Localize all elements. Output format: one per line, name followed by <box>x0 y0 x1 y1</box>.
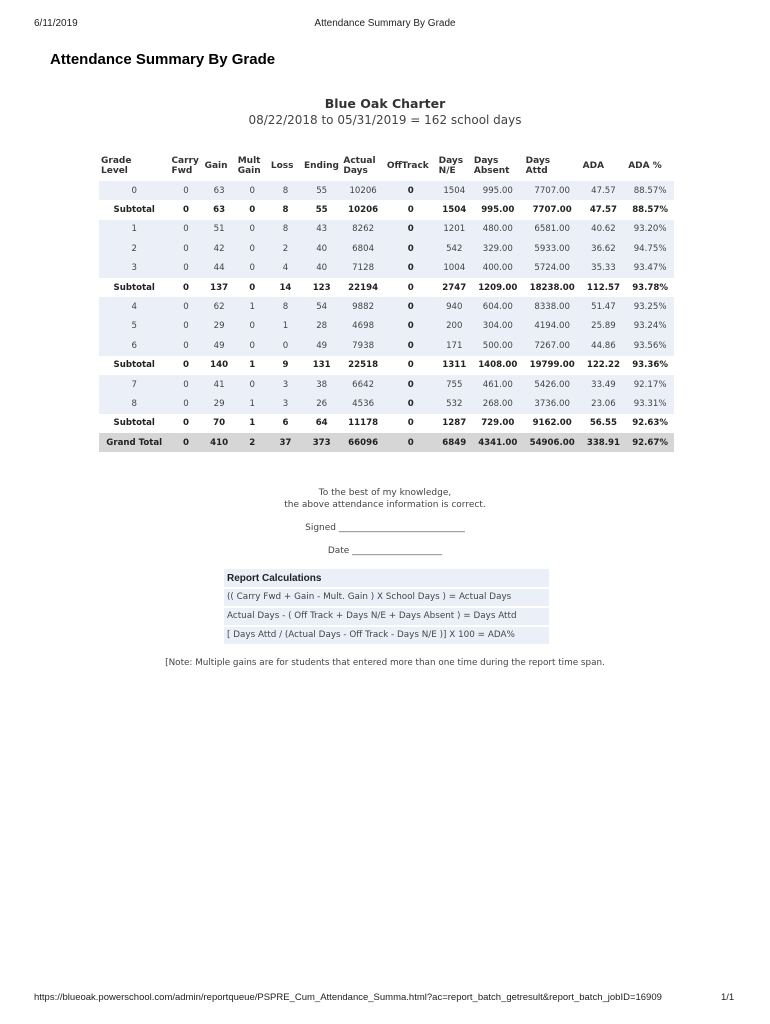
table-cell: 0 <box>249 205 256 216</box>
table-cell: 0 <box>407 360 414 371</box>
table-cell: 26 <box>316 398 328 409</box>
table-cell: 0 <box>183 282 189 293</box>
table-cell: 3 <box>282 398 289 409</box>
table-row <box>99 181 674 200</box>
table-cell: 329.00 <box>482 243 513 254</box>
table-cell: 7707.00 <box>532 205 572 216</box>
table-cell: 2 <box>131 243 137 254</box>
table-cell: 0 <box>183 379 189 390</box>
column-header <box>99 151 169 181</box>
table-cell: 0 <box>249 340 256 351</box>
table-cell: 1 <box>249 398 256 409</box>
table-cell: 0 <box>183 418 189 429</box>
table-cell: 373 <box>312 437 331 448</box>
table-cell: 4 <box>131 302 137 313</box>
table-cell: 40 <box>316 263 328 274</box>
column-header-line: Actual <box>343 156 376 166</box>
table-cell: 66096 <box>348 437 379 448</box>
table-cell: 7707.00 <box>534 185 570 196</box>
table-row <box>99 239 674 258</box>
table-cell: 1504 <box>443 185 466 196</box>
table-cell: 7267.00 <box>534 340 570 351</box>
table-cell: 11178 <box>348 418 379 429</box>
table-cell: 8 <box>282 185 289 196</box>
table-cell: 995.00 <box>481 205 515 216</box>
table-cell: 8 <box>282 224 289 235</box>
table-cell: 63 <box>213 205 226 216</box>
table-cell: 33.49 <box>591 379 616 390</box>
table-cell: 29 <box>213 398 225 409</box>
table-cell: 49 <box>213 340 225 351</box>
table-cell: 28 <box>316 321 328 332</box>
table-cell: 93.24% <box>633 321 667 332</box>
column-header <box>472 151 524 181</box>
table-cell: 1287 <box>442 418 467 429</box>
table-cell: 47.57 <box>591 185 616 196</box>
column-header-line: OffTrack <box>386 161 429 171</box>
calculation-formula: (( Carry Fwd + Gain - Mult. Gain ) X School Days ) = Actual Days <box>224 589 549 606</box>
table-cell: 56.55 <box>589 418 618 429</box>
table-cell: 14 <box>279 282 292 293</box>
table-cell: 532 <box>446 398 463 409</box>
column-header-line: Ending <box>304 161 339 171</box>
table-cell: 93.20% <box>633 224 667 235</box>
table-cell: 0 <box>407 185 414 196</box>
table-cell: 0 <box>407 418 414 429</box>
report-calculations <box>224 569 549 646</box>
table-cell: 5 <box>131 321 137 332</box>
grand-total-row <box>99 433 674 452</box>
table-cell: 54 <box>316 302 328 313</box>
column-header-line: Attd <box>525 166 548 176</box>
column-header-line: Grade <box>101 156 132 166</box>
table-cell: 44 <box>213 263 225 274</box>
print-date: 6/11/2019 <box>34 18 78 29</box>
table-cell: 4341.00 <box>478 437 518 448</box>
table-cell: 1311 <box>442 360 467 371</box>
column-header <box>236 151 269 181</box>
table-cell: 604.00 <box>482 302 513 313</box>
subtotal-row <box>99 356 674 375</box>
table-cell: 0 <box>183 243 189 254</box>
table-cell: 268.00 <box>482 398 513 409</box>
table-cell: Subtotal <box>113 205 155 216</box>
table-cell: 8 <box>131 398 137 409</box>
table-cell: 0 <box>282 340 289 351</box>
table-cell: 729.00 <box>481 418 515 429</box>
table-cell: 0 <box>407 224 414 235</box>
column-header <box>626 151 674 181</box>
table-cell: 6804 <box>352 243 375 254</box>
table-cell: 51 <box>213 224 225 235</box>
table-cell: 0 <box>183 185 189 196</box>
table-cell: 88.57% <box>633 185 667 196</box>
column-header <box>437 151 472 181</box>
table-cell: 0 <box>249 224 256 235</box>
column-header-line: Level <box>101 166 128 176</box>
table-cell: 0 <box>249 243 256 254</box>
table-cell: 92.67% <box>632 437 668 448</box>
table-cell: 37 <box>279 437 292 448</box>
table-cell: 6849 <box>442 437 467 448</box>
table-cell: 8 <box>282 205 289 216</box>
table-row <box>99 317 674 336</box>
table-cell: 55 <box>316 185 328 196</box>
table-cell: 0 <box>183 360 189 371</box>
table-cell: 7 <box>131 379 137 390</box>
column-header-line: Days <box>438 156 464 166</box>
table-cell: 1 <box>249 360 256 371</box>
table-cell: 0 <box>183 321 189 332</box>
table-cell: 43 <box>316 224 328 235</box>
table-cell: 0 <box>407 437 414 448</box>
table-cell: 93.25% <box>633 302 667 313</box>
table-cell: 0 <box>407 263 414 274</box>
table-cell: 1 <box>249 302 256 313</box>
table-cell: 8262 <box>352 224 375 235</box>
table-header-row <box>99 151 674 181</box>
table-cell: 131 <box>312 360 331 371</box>
table-row <box>99 394 674 413</box>
column-header-line: ADA <box>582 161 605 171</box>
table-cell: 22194 <box>348 282 379 293</box>
table-cell: Subtotal <box>113 418 155 429</box>
column-header-line: ADA % <box>628 161 662 171</box>
table-cell: 7938 <box>352 340 375 351</box>
table-cell: 88.57% <box>632 205 668 216</box>
table-cell: 755 <box>446 379 463 390</box>
table-cell: 3 <box>282 379 289 390</box>
table-cell: 25.89 <box>591 321 616 332</box>
table-cell: 9 <box>282 360 289 371</box>
table-cell: 10206 <box>349 185 377 196</box>
column-header-line: Days <box>473 156 499 166</box>
table-cell: 47.57 <box>589 205 618 216</box>
calculation-formula: Actual Days - ( Off Track + Days N/E + Days Absent ) = Days Attd <box>224 608 549 625</box>
table-cell: 1504 <box>442 205 467 216</box>
table-cell: 2 <box>282 243 289 254</box>
table-cell: 22518 <box>348 360 379 371</box>
table-cell: 3736.00 <box>534 398 570 409</box>
table-cell: 995.00 <box>482 185 513 196</box>
table-cell: 0 <box>183 398 189 409</box>
table-cell: 122.22 <box>586 360 621 371</box>
column-header <box>581 151 627 181</box>
table-row <box>99 336 674 355</box>
table-cell: 0 <box>249 185 256 196</box>
table-cell: 140 <box>210 360 229 371</box>
date-line: Date ____________________ <box>327 546 443 556</box>
column-header-line: Gain <box>204 161 228 171</box>
table-cell: 40 <box>316 243 328 254</box>
table-cell: 41 <box>213 379 225 390</box>
column-header <box>524 151 581 181</box>
table-cell: 0 <box>407 321 414 332</box>
table-cell: 0 <box>407 282 414 293</box>
table-row <box>99 375 674 394</box>
table-cell: 1209.00 <box>478 282 518 293</box>
table-cell: 0 <box>131 185 137 196</box>
print-header-title: Attendance Summary By Grade <box>314 18 456 29</box>
table-cell: 9882 <box>352 302 375 313</box>
footer-url: https://blueoak.powerschool.com/admin/reportqueue/PSPRE_Cum_Attendance_Summa.html?ac=report_batch_getresult&report_batch_jobID=16909 <box>34 992 662 1003</box>
table-cell: 137 <box>210 282 229 293</box>
table-row <box>99 220 674 239</box>
table-cell: 23.06 <box>591 398 616 409</box>
table-cell: 2747 <box>442 282 467 293</box>
table-cell: 0 <box>249 379 256 390</box>
table-cell: 40.62 <box>591 224 616 235</box>
table-cell: 9162.00 <box>532 418 572 429</box>
table-cell: 410 <box>210 437 229 448</box>
table-cell: 5724.00 <box>534 263 570 274</box>
column-header-line: N/E <box>438 166 456 176</box>
attendance-table <box>99 151 674 452</box>
table-cell: 940 <box>446 302 463 313</box>
table-cell: 1 <box>282 321 289 332</box>
table-cell: 461.00 <box>482 379 513 390</box>
table-cell: 1 <box>249 418 256 429</box>
table-cell: 49 <box>316 340 328 351</box>
table-cell: 70 <box>213 418 226 429</box>
table-cell: 0 <box>183 205 189 216</box>
calculation-formula: [ Days Attd / (Actual Days - Off Track - Days N/E )] X 100 = ADA% <box>224 627 549 644</box>
table-cell: 54906.00 <box>529 437 575 448</box>
table-cell: 338.91 <box>586 437 621 448</box>
table-cell: 0 <box>183 437 189 448</box>
column-header-line: Days <box>525 156 551 166</box>
table-cell: 1201 <box>443 224 466 235</box>
certification-line-1: To the best of my knowledge, <box>318 488 452 498</box>
school-name: Blue Oak Charter <box>324 96 446 111</box>
table-cell: 4 <box>282 263 289 274</box>
table-cell: 55 <box>315 205 328 216</box>
table-cell: 4194.00 <box>534 321 570 332</box>
table-cell: 93.78% <box>632 282 668 293</box>
column-header <box>302 151 341 181</box>
table-cell: Subtotal <box>113 282 155 293</box>
table-cell: 36.62 <box>591 243 616 254</box>
table-cell: 10206 <box>348 205 379 216</box>
table-cell: 19799.00 <box>529 360 575 371</box>
table-cell: 5933.00 <box>534 243 570 254</box>
table-cell: 18238.00 <box>529 282 575 293</box>
column-header-line: Gain <box>237 166 261 176</box>
table-cell: 1 <box>131 224 137 235</box>
column-header-line: Carry <box>171 156 199 166</box>
report-note: [Note: Multiple gains are for students that entered more than one time during the report time span. <box>165 658 605 668</box>
table-cell: 0 <box>407 243 414 254</box>
page-title: Attendance Summary By Grade <box>50 51 276 68</box>
table-cell: 64 <box>315 418 328 429</box>
column-header <box>385 151 437 181</box>
table-cell: 0 <box>249 321 256 332</box>
table-cell: 35.33 <box>591 263 616 274</box>
table-cell: 1408.00 <box>478 360 518 371</box>
column-header-line: Days <box>343 166 368 176</box>
column-header <box>203 151 236 181</box>
table-cell: 38 <box>316 379 328 390</box>
table-cell: 200 <box>446 321 463 332</box>
table-cell: 0 <box>407 302 414 313</box>
signature-line: Signed ____________________________ <box>305 523 465 533</box>
table-cell: 5426.00 <box>534 379 570 390</box>
table-body <box>99 181 674 452</box>
table-cell: 7128 <box>352 263 375 274</box>
column-header-line: Mult <box>237 156 261 166</box>
table-cell: 400.00 <box>482 263 513 274</box>
table-cell: 0 <box>407 205 414 216</box>
column-header-line: Fwd <box>171 166 193 176</box>
table-cell: 51.47 <box>591 302 616 313</box>
table-cell: 171 <box>446 340 463 351</box>
table-cell: 4536 <box>352 398 375 409</box>
subtotal-row <box>99 414 674 433</box>
table-cell: 42 <box>213 243 225 254</box>
table-cell: 93.47% <box>633 263 667 274</box>
subtotal-row <box>99 200 674 219</box>
subtotal-row <box>99 278 674 297</box>
table-cell: 92.17% <box>633 379 667 390</box>
table-cell: 0 <box>183 224 189 235</box>
table-cell: 8338.00 <box>534 302 570 313</box>
table-cell: 29 <box>213 321 225 332</box>
table-cell: 480.00 <box>482 224 513 235</box>
table-row <box>99 297 674 316</box>
table-cell: 500.00 <box>482 340 513 351</box>
table-cell: 0 <box>183 340 189 351</box>
table-cell: 93.36% <box>632 360 668 371</box>
table-cell: 0 <box>407 398 414 409</box>
table-cell: 6642 <box>352 379 375 390</box>
calculations-heading: Report Calculations <box>224 569 549 587</box>
table-cell: 93.56% <box>633 340 667 351</box>
table-cell: 2 <box>249 437 256 448</box>
footer-page-number: 1/1 <box>721 992 735 1003</box>
table-cell: 4698 <box>352 321 375 332</box>
column-header <box>341 151 385 181</box>
table-cell: 0 <box>407 379 414 390</box>
table-cell: 542 <box>446 243 463 254</box>
table-cell: 44.86 <box>591 340 616 351</box>
table-cell: 94.75% <box>633 243 667 254</box>
table-cell: 6 <box>282 418 289 429</box>
table-row <box>99 259 674 278</box>
table-cell: 0 <box>407 340 414 351</box>
table-cell: 123 <box>312 282 331 293</box>
table-cell: 6581.00 <box>534 224 570 235</box>
table-cell: 92.63% <box>632 418 668 429</box>
table-cell: 1004 <box>443 263 466 274</box>
table-cell: 3 <box>131 263 137 274</box>
table-cell: 8 <box>282 302 289 313</box>
table-cell: 304.00 <box>482 321 513 332</box>
table-cell: 0 <box>249 282 256 293</box>
table-cell: 6 <box>131 340 137 351</box>
report-period: 08/22/2018 to 05/31/2019 = 162 school days <box>248 113 522 127</box>
certification-line-2: the above attendance information is correct. <box>284 500 486 510</box>
table-cell: 0 <box>249 263 256 274</box>
column-header-line: Absent <box>473 166 510 176</box>
table-cell: 62 <box>213 302 225 313</box>
table-cell: 0 <box>183 302 189 313</box>
column-header <box>169 151 202 181</box>
table-cell: 112.57 <box>586 282 621 293</box>
column-header <box>269 151 302 181</box>
table-cell: Subtotal <box>113 360 155 371</box>
column-header-line: Loss <box>270 161 294 171</box>
table-cell: Grand Total <box>106 437 163 448</box>
table-cell: 0 <box>183 263 189 274</box>
table-cell: 93.31% <box>633 398 667 409</box>
table-cell: 63 <box>213 185 225 196</box>
